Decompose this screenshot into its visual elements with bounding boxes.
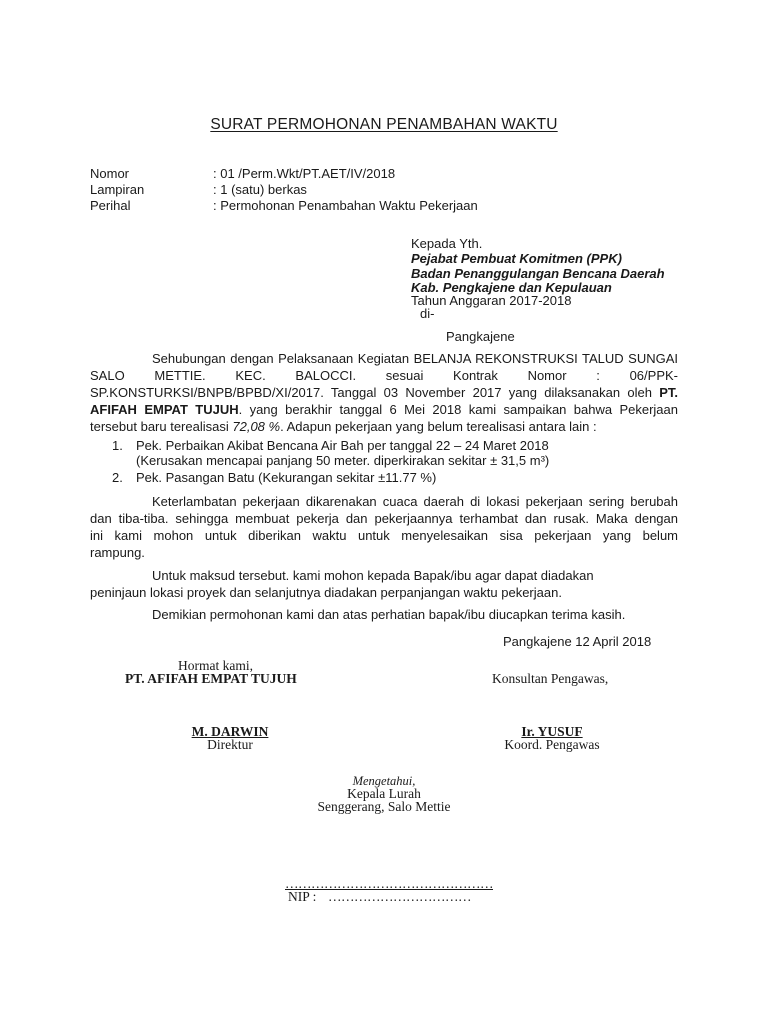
paragraph-closing-line xyxy=(90,606,678,623)
signature-center-line2: Senggerang, Salo Mettie xyxy=(317,799,451,814)
recipient-line3: Kab. Pengkajene dan Kepulauan xyxy=(411,280,612,295)
paragraph-delay-line1 xyxy=(90,493,678,510)
intro-company-name: AFIFAH EMPAT TUJUH xyxy=(90,402,239,417)
paragraph-delay-line2: dan tiba-tiba. sehingga membuat pekerja dan pekerjaannya terhambat dan rusak. Maka dengan xyxy=(90,511,678,526)
list-item-2-text: Pek. Pasangan Batu (Kekurangan sekitar ±11.77 %) xyxy=(136,470,437,485)
paragraph-request xyxy=(90,567,678,601)
paragraph-intro-line3 xyxy=(90,384,678,401)
recipient-greeting: Kepada Yth. xyxy=(411,236,483,251)
meta-label-lampiran: Lampiran xyxy=(90,182,145,197)
list-item-2-number: 2. xyxy=(112,470,123,485)
letter-title: SURAT PERMOHONAN PENAMBAHAN WAKTU xyxy=(210,116,558,133)
nip-label: NIP : xyxy=(288,889,317,904)
paragraph-request-line1 xyxy=(90,567,678,584)
signature-center-dots: ………………………………………… xyxy=(285,876,493,891)
signature-left-name: M. DARWIN xyxy=(191,724,269,739)
signature-right-heading: Konsultan Pengawas, xyxy=(492,671,609,686)
intro-realization-percent: 72,08 % xyxy=(232,419,281,434)
signature-right-name: Ir. YUSUF xyxy=(521,724,583,739)
letter-date: Pangkajene 12 April 2018 xyxy=(503,634,652,649)
recipient-year: Tahun Anggaran 2017-2018 xyxy=(411,293,572,308)
list-item-1-subtext: (Kerusakan mencapai panjang 50 meter. diperkirakan sekitar ± 31,5 m³) xyxy=(136,453,550,468)
meta-label-nomor: Nomor xyxy=(90,166,130,181)
intro-contract-text: SP.KONSTURKSI/BNPB/BPBD/XI/2017. Tanggal 03 November 2017 yang dilaksanakan oleh xyxy=(90,385,652,400)
closing-text: Demikian permohonan kami dan atas perhatian bapak/ibu diucapkan terima kasih. xyxy=(152,607,626,622)
meta-value-perihal: : Permohonan Penambahan Waktu Pekerjaan xyxy=(213,198,478,213)
recipient-place: Pangkajene xyxy=(446,329,515,344)
delay-text-1: Keterlambatan pekerjaan dikarenakan cuaca daerah di lokasi pekerjaan sering berubah xyxy=(152,494,678,509)
list-item-1-number: 1. xyxy=(112,438,123,453)
intro-text-1: Sehubungan dengan Pelaksanaan Kegiatan BELANJA REKONSTRUKSI TALUD SUNGAI xyxy=(152,351,678,366)
paragraph-intro-line4 xyxy=(90,401,678,418)
paragraph-request-line2: peninjaun lokasi proyek dan selanjutnya diadakan perpanjangan waktu pekerjaan. xyxy=(90,585,562,600)
meta-value-lampiran: : 1 (satu) berkas xyxy=(213,182,307,197)
signature-left-company: PT. AFIFAH EMPAT TUJUH xyxy=(125,671,297,686)
paragraph-intro-line5 xyxy=(90,418,678,435)
paragraph-closing xyxy=(90,606,678,623)
recipient-line1: Pejabat Pembuat Komitmen (PPK) xyxy=(411,251,622,266)
paragraph-intro-line2: SALO METTIE. KEC. BALOCCI. sesuai Kontrak Nomor : 06/PPK- xyxy=(90,368,678,383)
signature-center-label: Mengetahui, xyxy=(352,774,416,788)
paragraph-delay-line4: rampung. xyxy=(90,545,145,560)
paragraph-intro-line1 xyxy=(90,350,678,367)
intro-remaining-text: . Adapun pekerjaan yang belum terealisasi antara lain : xyxy=(280,419,597,434)
paragraph-delay xyxy=(90,493,678,561)
signature-center-line1: Kepala Lurah xyxy=(347,786,421,801)
meta-label-perihal: Perihal xyxy=(90,198,131,213)
recipient-line2: Badan Penanggulangan Bencana Daerah xyxy=(411,266,665,281)
list-item-1-text: Pek. Perbaikan Akibat Bencana Air Bah per tanggal 22 – 24 Maret 2018 xyxy=(136,438,549,453)
signature-left-title: Direktur xyxy=(207,737,253,752)
nip-dots: …………………………… xyxy=(328,889,471,904)
recipient-di: di- xyxy=(420,306,435,321)
signature-right-title: Koord. Pengawas xyxy=(504,737,600,752)
intro-realization-text: tersebut baru terealisasi xyxy=(90,419,229,434)
paragraph-delay-line3: ini kami mohon untuk diberikan waktu untuk menyelesaikan sisa pekerjaan yang belum xyxy=(90,528,678,543)
intro-company-start: PT. xyxy=(659,385,678,400)
request-text-1: Untuk maksud tersebut. kami mohon kepada Bapak/ibu agar dapat diadakan xyxy=(152,568,594,583)
meta-value-nomor: : 01 /Perm.Wkt/PT.AET/IV/2018 xyxy=(213,166,396,181)
signature-left-greeting: Hormat kami, xyxy=(178,658,253,673)
intro-end-date-text: . yang berakhir tanggal 6 Mei 2018 kami sampaikan bahwa Pekerjaan xyxy=(238,402,678,417)
paragraph-intro xyxy=(90,350,678,435)
